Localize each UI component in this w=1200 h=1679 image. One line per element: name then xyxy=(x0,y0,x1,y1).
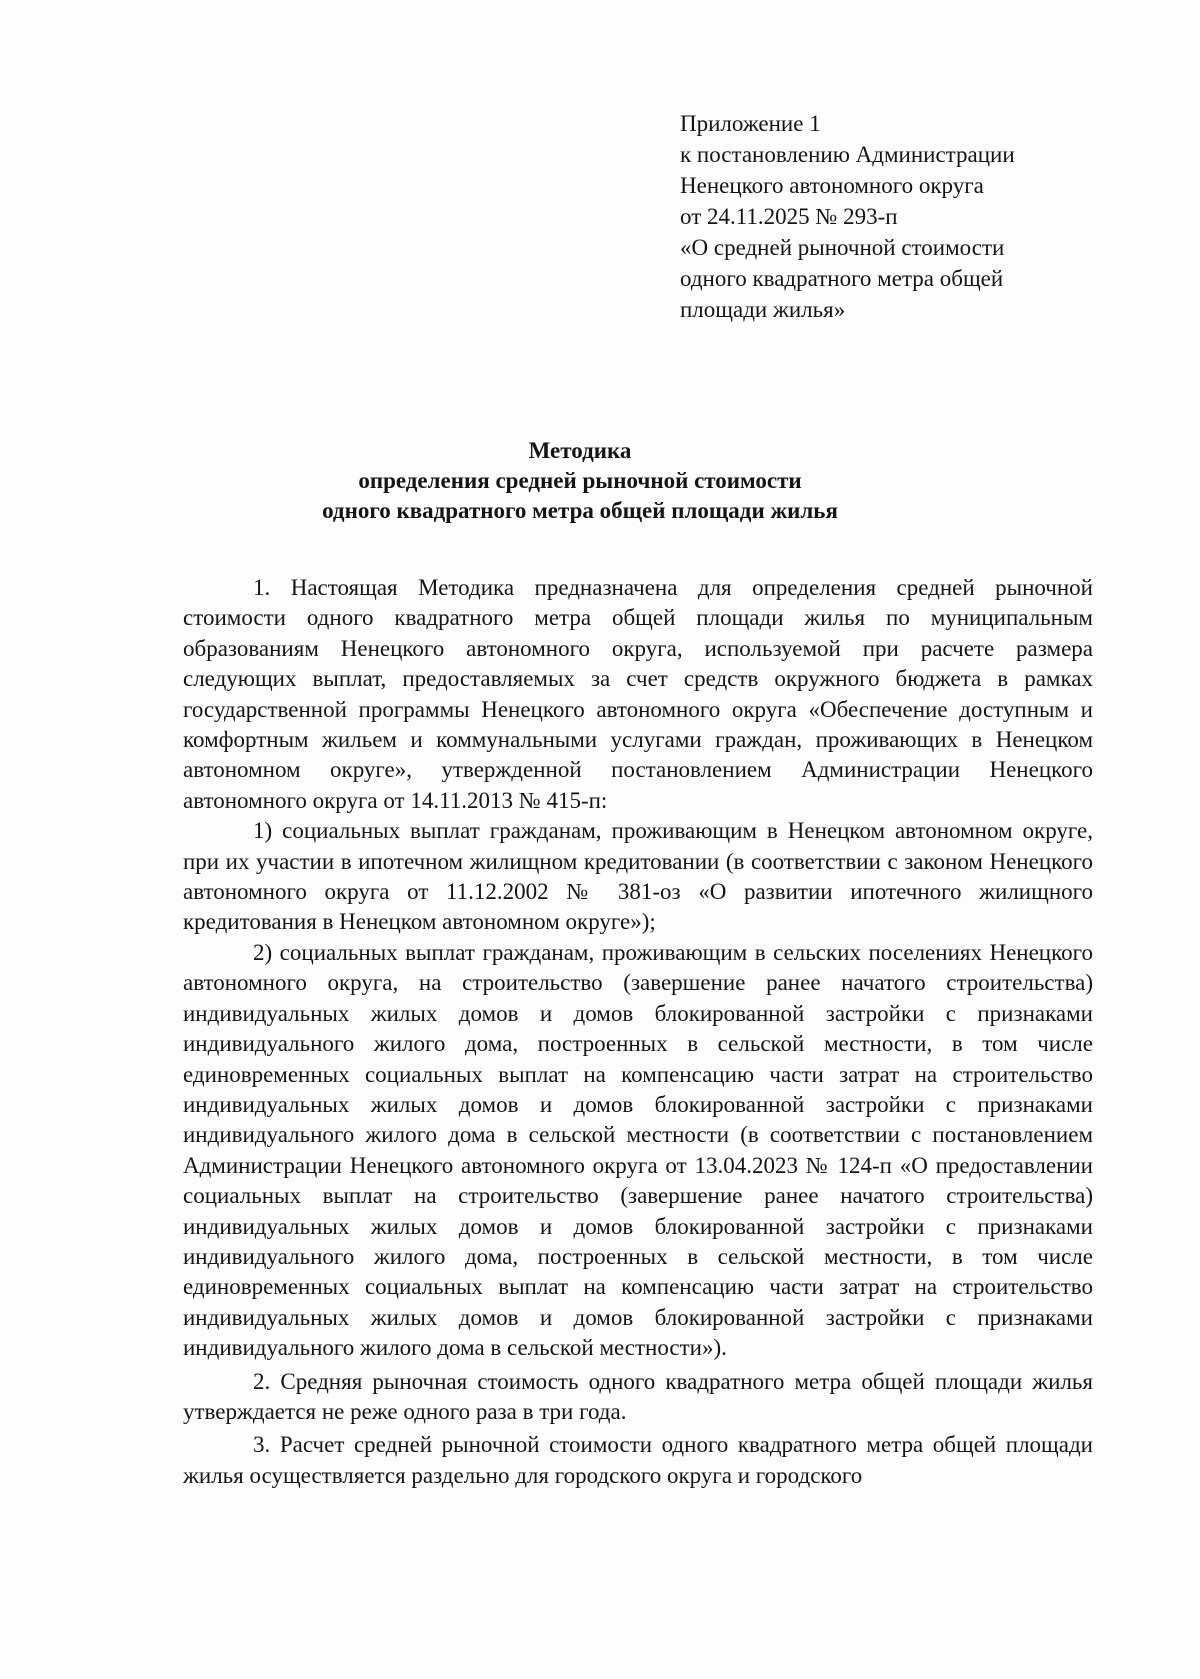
paragraph-2: 2. Средняя рыночная стоимость одного квадратного метра общей площади жилья утверждается не реже одного раза в три года. xyxy=(183,1368,1093,1424)
document-title xyxy=(180,436,980,526)
paragraph-1: 1. Настоящая Методика предназначена для определения средней рыночной стоимости одного квадратного метра общей площади жилья по муниципальным образованиям Ненецкого автономного округа, используемой при расчете размера следующих выплат, предоставляемых за счет средств окружного бюджета в рамках государственной программы Ненецкого автономного округа «Обеспечение доступным и комфортным жильем и коммунальными услугами граждан, проживающих в Ненецком автономном округе», утвержденной постановлением Администрации Ненецкого автономного округа от 14.11.2013 № 415-п: xyxy=(183,575,1093,813)
appendix-line: Ненецкого автономного округа xyxy=(680,173,984,198)
paragraph-1-item-2: 2) социальных выплат гражданам, проживающим в сельских поселениях Ненецкого автономного округа, на строительство (завершение ранее начатого строительства) индивидуальных жилых домов и домов блокированной застройки с признаками индивидуального жилого дома, построенных в сельской местности, в том числе единовременных социальных выплат на компенсацию части затрат на строительство индивидуальных жилых домов и домов блокированной застройки с признаками индивидуального жилого дома в сельской местности (в соответствии с постановлением Администрации Ненецкого автономного округа от 13.04.2023 № 124-п «О предоставлении социальных выплат на строительство (завершение ранее начатого строительства) индивидуальных жилых домов и домов блокированной застройки с признаками индивидуального жилого дома, построенных в сельской местности, в том числе единовременных социальных выплат на компенсацию части затрат на строительство индивидуальных жилых домов и домов блокированной застройки с признаками индивидуального жилого дома в сельской местности»). xyxy=(183,939,1093,1361)
appendix-line: одного квадратного метра общей xyxy=(680,266,1004,291)
title-line: определения средней рыночной стоимости xyxy=(358,468,802,493)
appendix-line: Приложение 1 xyxy=(680,111,821,136)
appendix-line: от 24.11.2025 № 293-п xyxy=(680,204,898,229)
appendix-line: к постановлению Администрации xyxy=(680,142,1015,167)
paragraph-1-item-1: 1) социальных выплат гражданам, проживающим в Ненецком автономном округе, при их участии в ипотечном жилищном кредитовании (в соответствии с законом Ненецкого автономного округа от 11.12.2002 № 381-оз «О развитии ипотечного жилищного кредитования в Ненецком автономном округе»); xyxy=(183,818,1093,935)
paragraph-3: 3. Расчет средней рыночной стоимости одного квадратного метра общей площади жилья осуществляется раздельно для городского округа и городского xyxy=(183,1432,1093,1488)
title-line: одного квадратного метра общей площади жилья xyxy=(322,498,838,523)
appendix-line: площади жилья» xyxy=(680,297,846,322)
appendix-header xyxy=(680,108,1120,325)
appendix-line: «О средней рыночной стоимости xyxy=(680,235,1005,260)
title-line: Методика xyxy=(528,438,632,463)
document-body xyxy=(183,573,1093,1491)
